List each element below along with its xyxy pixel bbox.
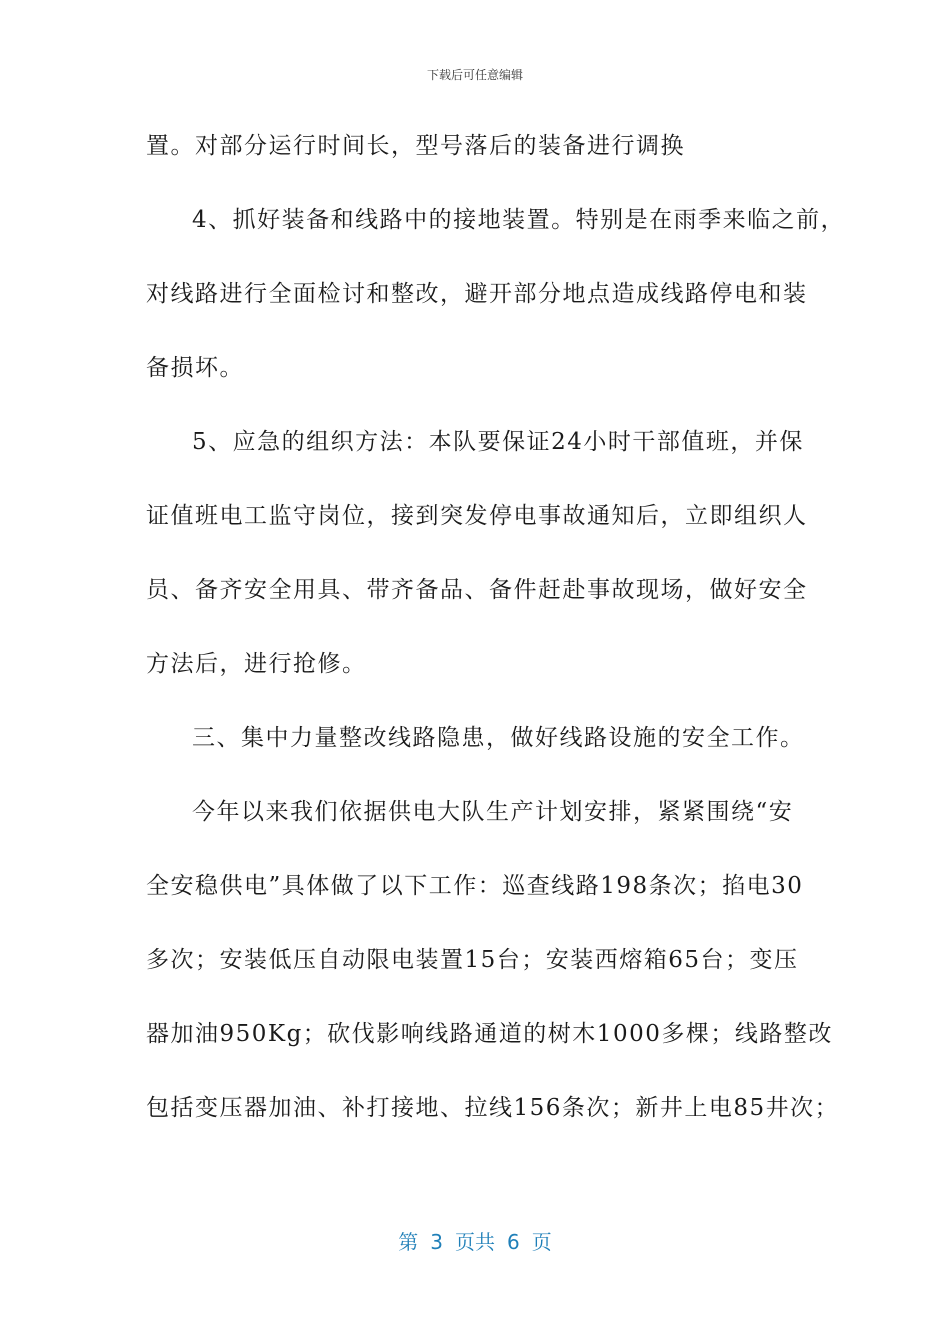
paragraph-line: 器加油950Kg；砍伐影响线路通道的树木1000多棵；线路整改 xyxy=(146,1021,833,1047)
paragraph-line: 对线路进行全面检讨和整改，避开部分地点造成线路停电和装 xyxy=(146,281,808,307)
page-footer xyxy=(0,1226,950,1255)
total-pages-number: 6 xyxy=(507,1230,520,1254)
current-page-number: 3 xyxy=(430,1230,443,1254)
paragraph-line: 方法后，进行抢修。 xyxy=(146,651,367,677)
paragraph-line: 4、抓好装备和线路中的接地装置。特别是在雨季来临之前， xyxy=(192,207,846,233)
header-note: 下载后可任意编辑 xyxy=(426,68,523,82)
paragraph-line: 包括变压器加油、补打接地、拉线156条次；新井上电85井次； xyxy=(146,1095,840,1121)
paragraph-line: 多次；安装低压自动限电装置15台；安装西熔箱65台；变压 xyxy=(146,947,799,973)
page-label-suffix: 页 xyxy=(531,1230,552,1254)
paragraph-line: 证值班电工监守岗位，接到突发停电事故通知后，立即组织人 xyxy=(146,503,808,529)
paragraph-line: 备损坏。 xyxy=(146,355,244,381)
paragraph-line: 5、应急的组织方法：本队要保证24小时干部值班，并保 xyxy=(192,429,804,455)
section-heading: 三、集中力量整改线路隐患，做好线路设施的安全工作。 xyxy=(192,725,805,751)
page-label-prefix: 第 xyxy=(398,1230,419,1254)
paragraph-line: 员、备齐安全用具、带齐备品、备件赶赴事故现场，做好安全 xyxy=(146,577,808,603)
paragraph-line: 今年以来我们依据供电大队生产计划安排，紧紧围绕“安 xyxy=(192,799,794,825)
paragraph-line: 置。对部分运行时间长，型号落后的装备进行调换 xyxy=(146,133,685,159)
paragraph-line: 全安稳供电”具体做了以下工作：巡查线路198条次；掐电30 xyxy=(146,873,804,899)
page-label-mid: 页共 xyxy=(455,1230,495,1254)
